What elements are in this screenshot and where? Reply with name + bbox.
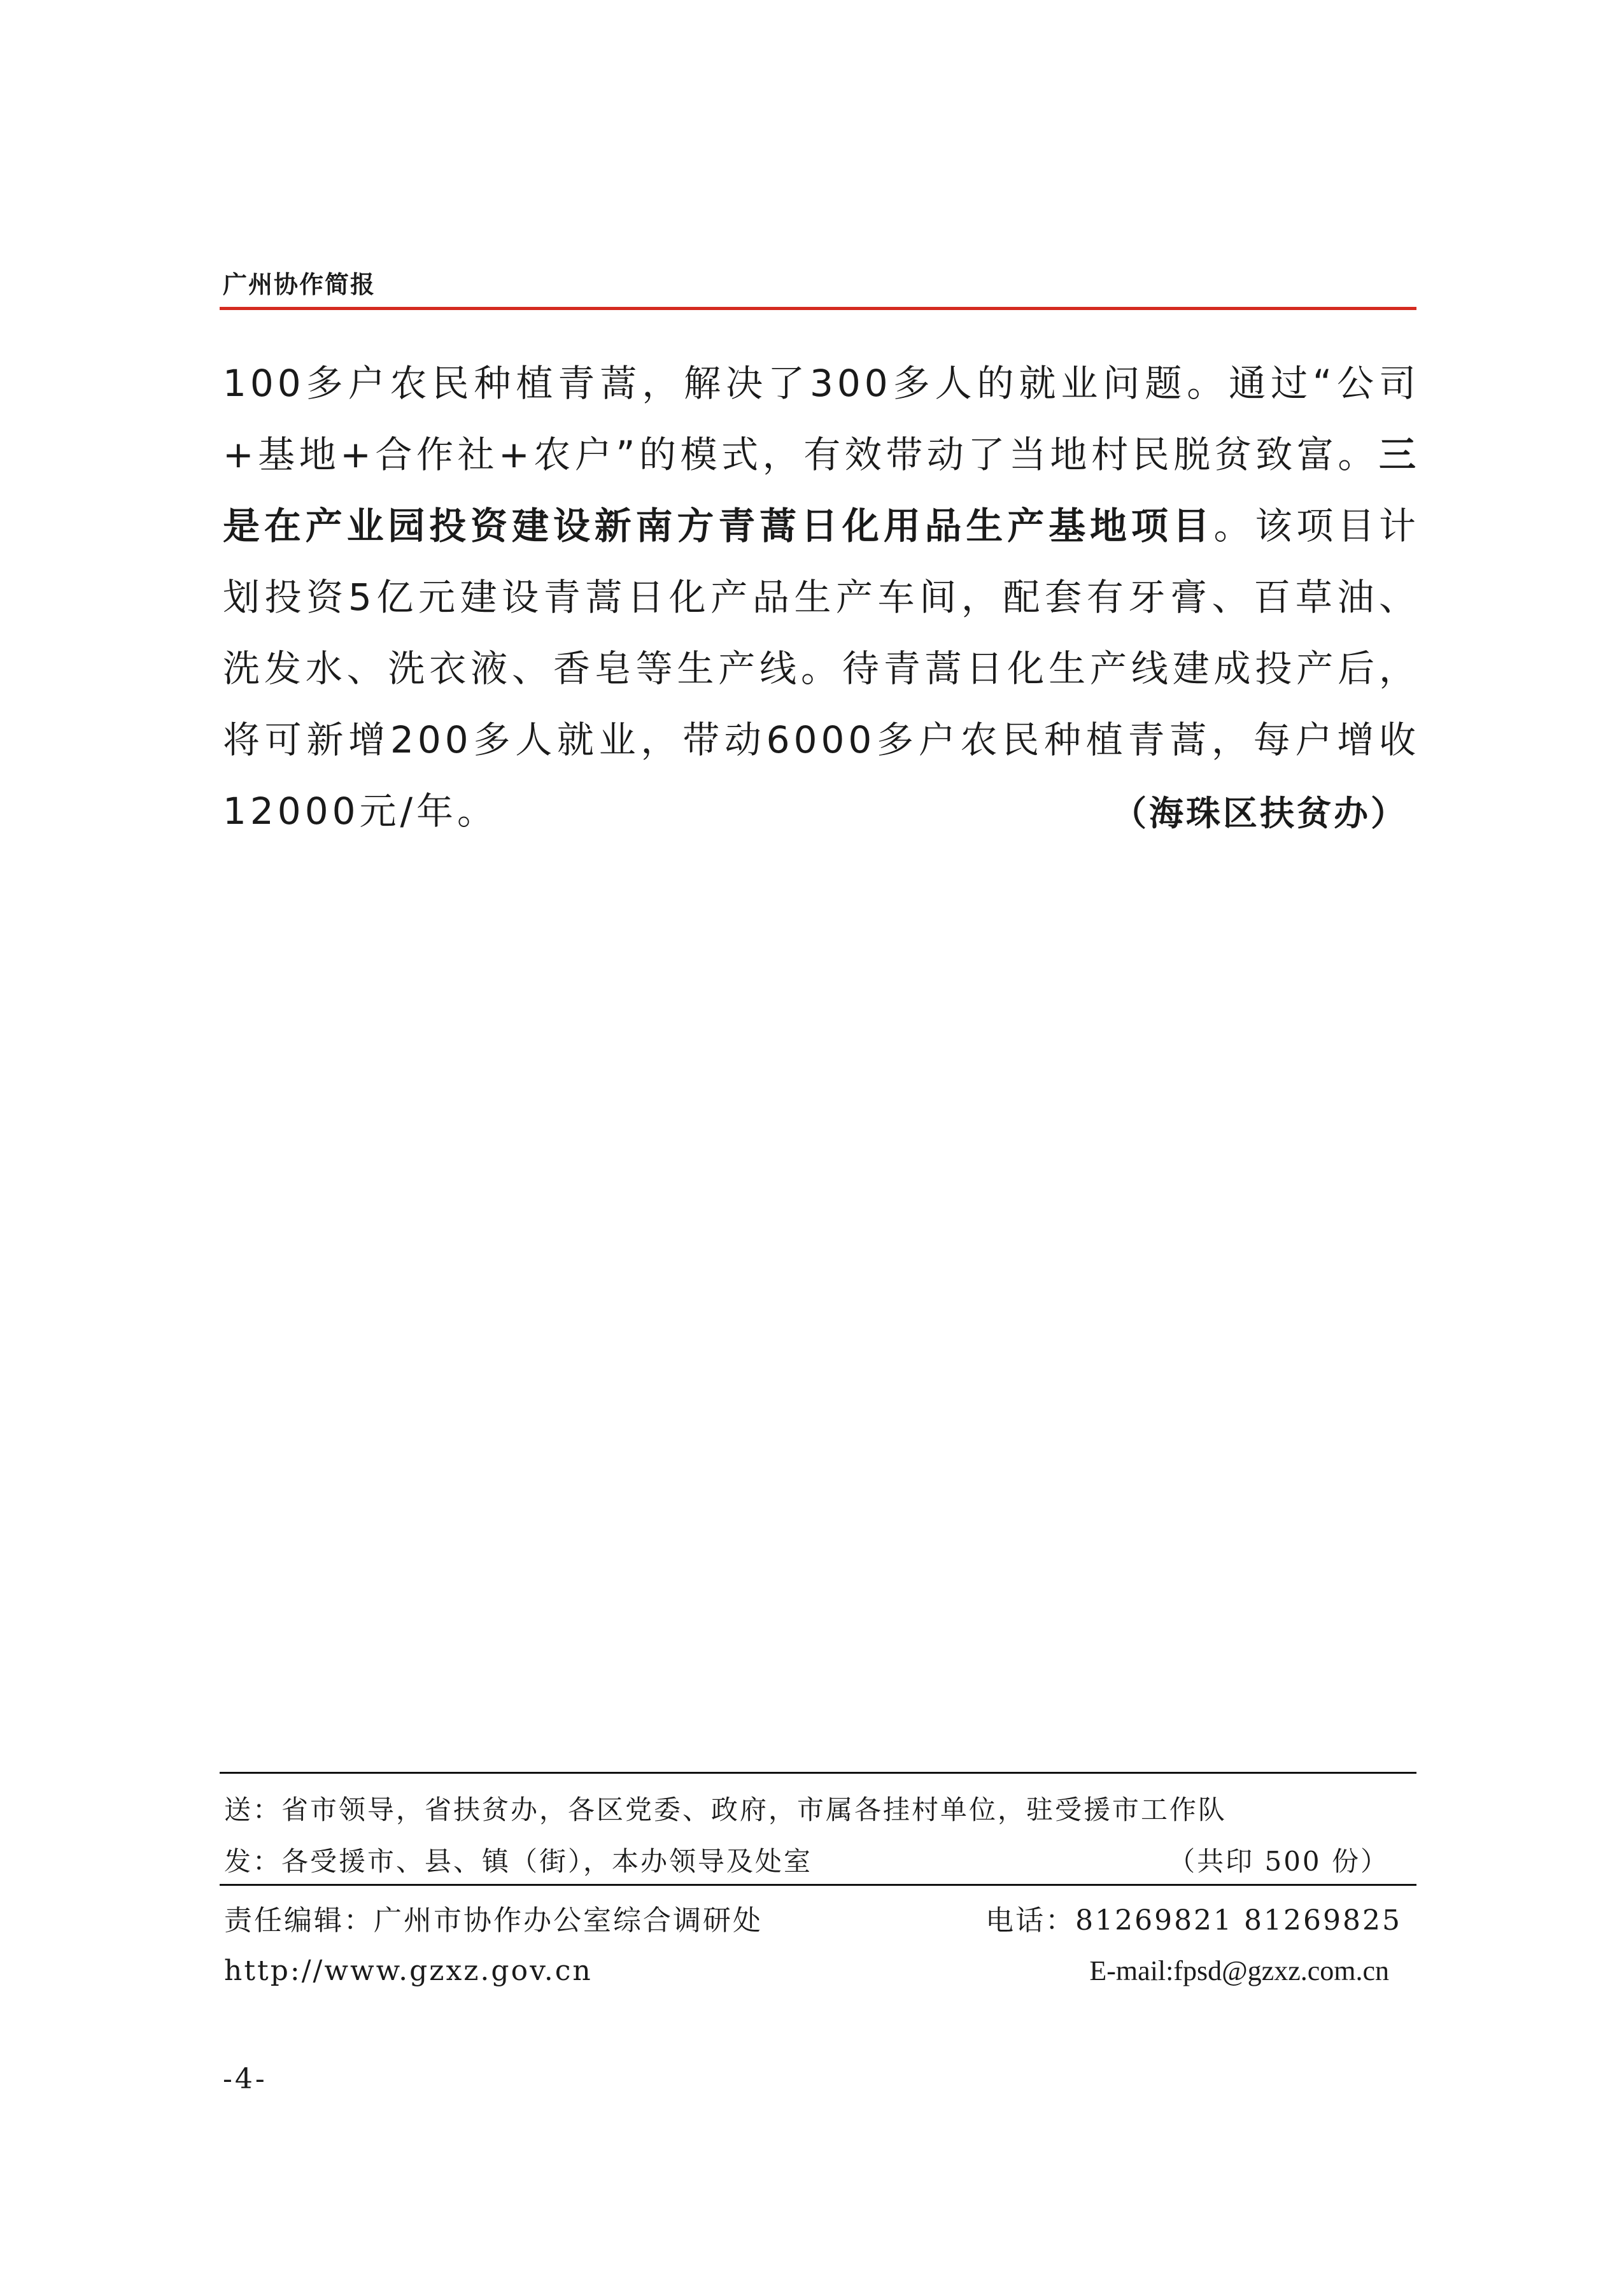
footer-distribute-row: [224, 1841, 1415, 1879]
page-number: -4-: [223, 2063, 267, 2095]
footer-email-link[interactable]: E-mail:fpsd@gzxz.com.cn: [1089, 1955, 1389, 1986]
footer-distribute-line: 发：各受援市、县、镇（街），本办领导及处室: [224, 1846, 813, 1877]
article-source: （海珠区扶贫办）: [1112, 793, 1408, 833]
footer-top-rule: [220, 1772, 1416, 1774]
footer-send-line: 送：省市领导，省扶贫办，各区党委、政府，市属各挂村单位，驻受援市工作队: [224, 1794, 1227, 1825]
footer-editor-row: [224, 1897, 1415, 1938]
body-segment-bold: 三是在产业园投资建设新南方青蒿日化用品生产基地项目: [223, 433, 1420, 548]
footer-contact-row: [224, 1955, 1415, 1987]
footer-editor: 责任编辑：广州市协作办公室综合调研处: [224, 1904, 763, 1937]
body-segment-1: 100多户农民种植青蒿，解决了300多人的就业问题。通过“公司+基地+合作社+农户”的模式，有效带动了当地村民脱贫致富。: [223, 362, 1420, 476]
footer-copies: （共印 500 份）: [1168, 1846, 1389, 1877]
bulletin-title: 广州协作简报: [223, 270, 376, 299]
footer-middle-rule: [220, 1884, 1416, 1886]
body-segment-3: 。该项目计划投资5亿元建设青蒿日化产品生产车间，配套有牙膏、百草油、洗发水、洗衣液、香皂等生产线。待青蒿日化生产线建成投产后，将可新增200多人就业，带动6000多户农民种植青蒿，每户增收12000元/年。: [223, 504, 1420, 833]
footer-website-link[interactable]: http://www.gzxz.gov.cn: [224, 1955, 593, 1987]
header-red-rule: [220, 307, 1416, 310]
article-body: [223, 348, 1420, 847]
footer-phone: 电话：81269821 81269825: [985, 1904, 1402, 1937]
